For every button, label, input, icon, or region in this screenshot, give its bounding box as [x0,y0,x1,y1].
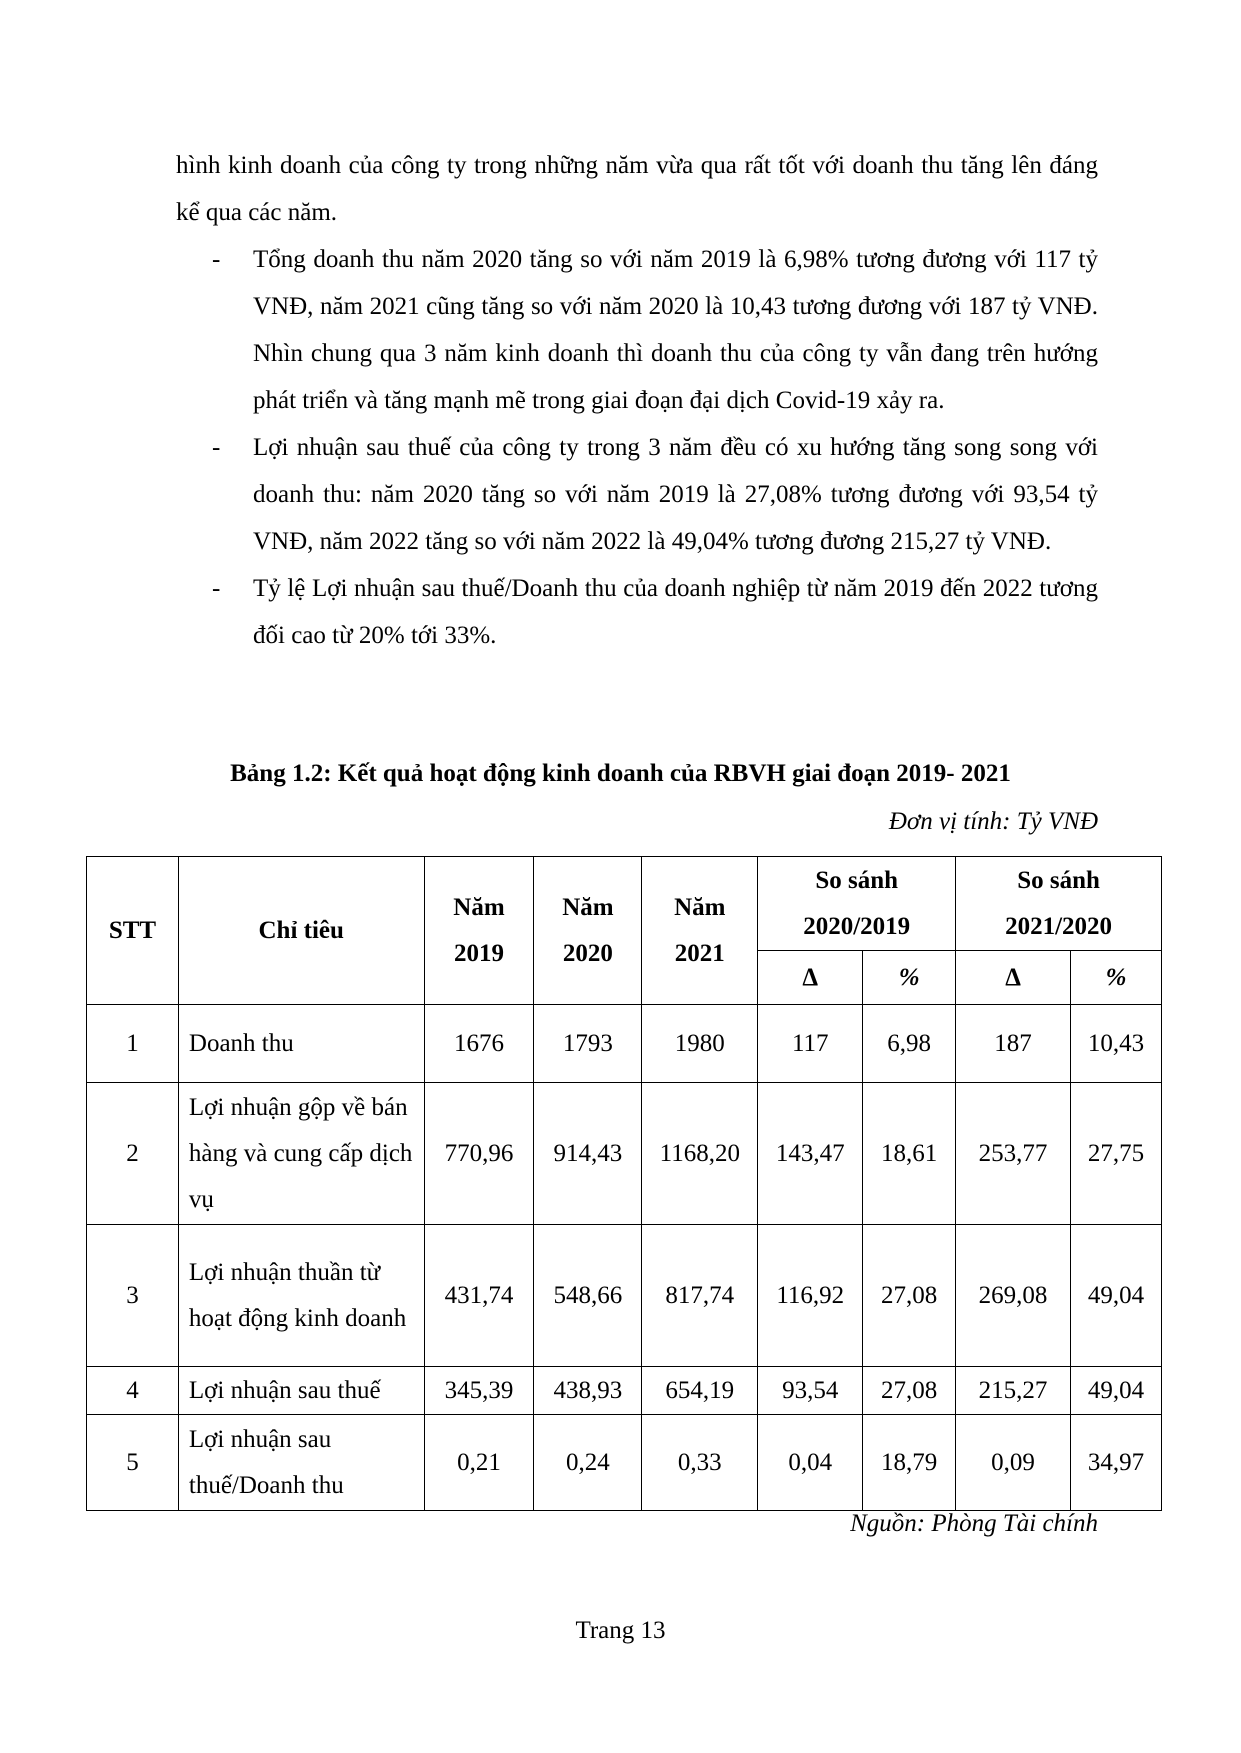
header-year-2021-line1: Năm [674,893,726,921]
bullet-dash: - [212,575,221,602]
cell-percent-2: 49,04 [1071,1367,1162,1415]
header-compare-2-line2: 2021/2020 [1005,912,1113,940]
header-year-2019 [424,857,534,1005]
cell-2020: 0,24 [534,1415,642,1511]
header-year-2020-line2: 2020 [562,939,613,967]
header-year-2019-line2: 2019 [453,939,504,967]
cell-indicator: Lợi nhuận thuần từ hoạt động kinh doanh [178,1225,424,1367]
cell-percent-1: 18,79 [863,1415,956,1511]
bullet-text: Tổng doanh thu năm 2020 tăng so với năm 2019 là 6,98% tương đương với 117 tỷ VNĐ, năm 2021 cũng tăng so với năm 2020 là 10,43 tương đương với 187 tỷ VNĐ. Nhìn chung qua 3 năm kinh doanh thì doanh thu của công ty vẫn đang trên hướng phát triển và tăng mạnh mẽ trong giai đoạn đại dịch Covid-19 xảy ra. [253,246,1098,414]
bullet-dash: - [212,246,221,273]
cell-delta-1: 116,92 [758,1225,863,1367]
cell-percent-1: 6,98 [863,1005,956,1083]
cell-delta-1: 0,04 [758,1415,863,1511]
cell-2019: 1676 [424,1005,534,1083]
cell-stt: 3 [87,1225,179,1367]
cell-percent-2: 10,43 [1071,1005,1162,1083]
header-compare-1-line2: 2020/2019 [803,912,911,940]
page-number: Trang 13 [575,1617,666,1644]
bullet-item [176,236,1098,424]
cell-stt: 2 [87,1083,179,1225]
bullet-dash: - [212,434,221,461]
header-delta-1: Δ [758,951,863,1005]
bullet-item [176,424,1098,565]
table-row [87,1083,1162,1225]
cell-2021: 817,74 [642,1225,758,1367]
cell-percent-2: 27,75 [1071,1083,1162,1225]
cell-indicator: Lợi nhuận gộp về bán hàng và cung cấp dịch vụ [178,1083,424,1225]
cell-2019: 431,74 [424,1225,534,1367]
header-year-2021-line2: 2021 [674,939,725,967]
cell-delta-2: 215,27 [956,1367,1071,1415]
cell-2020: 548,66 [534,1225,642,1367]
cell-indicator: Lợi nhuận sau thuế [178,1367,424,1415]
cell-2020: 438,93 [534,1367,642,1415]
cell-percent-2: 49,04 [1071,1225,1162,1367]
cell-indicator: Doanh thu [178,1005,424,1083]
cell-2021: 654,19 [642,1367,758,1415]
bullet-item [176,565,1098,659]
header-year-2021 [642,857,758,1005]
header-delta-2: Δ [956,951,1071,1005]
cell-percent-1: 27,08 [863,1225,956,1367]
cell-delta-2: 187 [956,1005,1071,1083]
header-year-2020-line1: Năm [562,893,614,921]
results-table [86,856,1162,1511]
header-percent-2: % [1071,951,1162,1005]
cell-2020: 914,43 [534,1083,642,1225]
cell-percent-2: 34,97 [1071,1415,1162,1511]
header-indicator: Chỉ tiêu [178,857,424,1005]
table-row [87,1367,1162,1415]
cell-delta-1: 143,47 [758,1083,863,1225]
bullet-text: Tỷ lệ Lợi nhuận sau thuế/Doanh thu của doanh nghiệp từ năm 2019 đến 2022 tương đối cao từ 20% tới 33%. [253,575,1098,649]
cell-percent-1: 18,61 [863,1083,956,1225]
intro-paragraph: hình kinh doanh của công ty trong những năm vừa qua rất tốt với doanh thu tăng lên đáng kể qua các năm. [176,152,1098,226]
header-year-2020 [534,857,642,1005]
cell-stt: 1 [87,1005,179,1083]
bullet-text: Lợi nhuận sau thuế của công ty trong 3 năm đều có xu hướng tăng song song với doanh thu: năm 2020 tăng so với năm 2019 là 27,08% tương đương với 93,54 tỷ VNĐ, năm 2022 tăng so với năm 2022 là 49,04% tương đương 215,27 tỷ VNĐ. [253,434,1098,555]
table-row [87,1005,1162,1083]
header-year-2019-line1: Năm [453,893,505,921]
cell-2019: 345,39 [424,1367,534,1415]
header-compare-1-line1: So sánh [815,866,899,894]
cell-delta-2: 253,77 [956,1083,1071,1225]
table-source: Nguồn: Phòng Tài chính [850,1510,1098,1537]
cell-delta-2: 269,08 [956,1225,1071,1367]
header-percent-1: % [863,951,956,1005]
bullet-list [176,236,1098,659]
cell-delta-2: 0,09 [956,1415,1071,1511]
cell-2020: 1793 [534,1005,642,1083]
table-row [87,1225,1162,1367]
table-row [87,1415,1162,1511]
cell-delta-1: 117 [758,1005,863,1083]
header-compare-2020-2019 [758,857,956,951]
cell-2019: 770,96 [424,1083,534,1225]
unit-label: Đơn vị tính: Tỷ VNĐ [888,808,1098,835]
cell-delta-1: 93,54 [758,1367,863,1415]
cell-2019: 0,21 [424,1415,534,1511]
cell-2021: 1980 [642,1005,758,1083]
table-caption: Bảng 1.2: Kết quả hoạt động kinh doanh của RBVH giai đoạn 2019- 2021 [230,760,1011,787]
header-stt: STT [87,857,179,1005]
cell-2021: 0,33 [642,1415,758,1511]
cell-indicator: Lợi nhuận sau thuế/Doanh thu [178,1415,424,1511]
cell-stt: 5 [87,1415,179,1511]
cell-stt: 4 [87,1367,179,1415]
header-compare-2021-2020 [956,857,1162,951]
cell-percent-1: 27,08 [863,1367,956,1415]
header-compare-2-line1: So sánh [1017,866,1100,894]
cell-2021: 1168,20 [642,1083,758,1225]
